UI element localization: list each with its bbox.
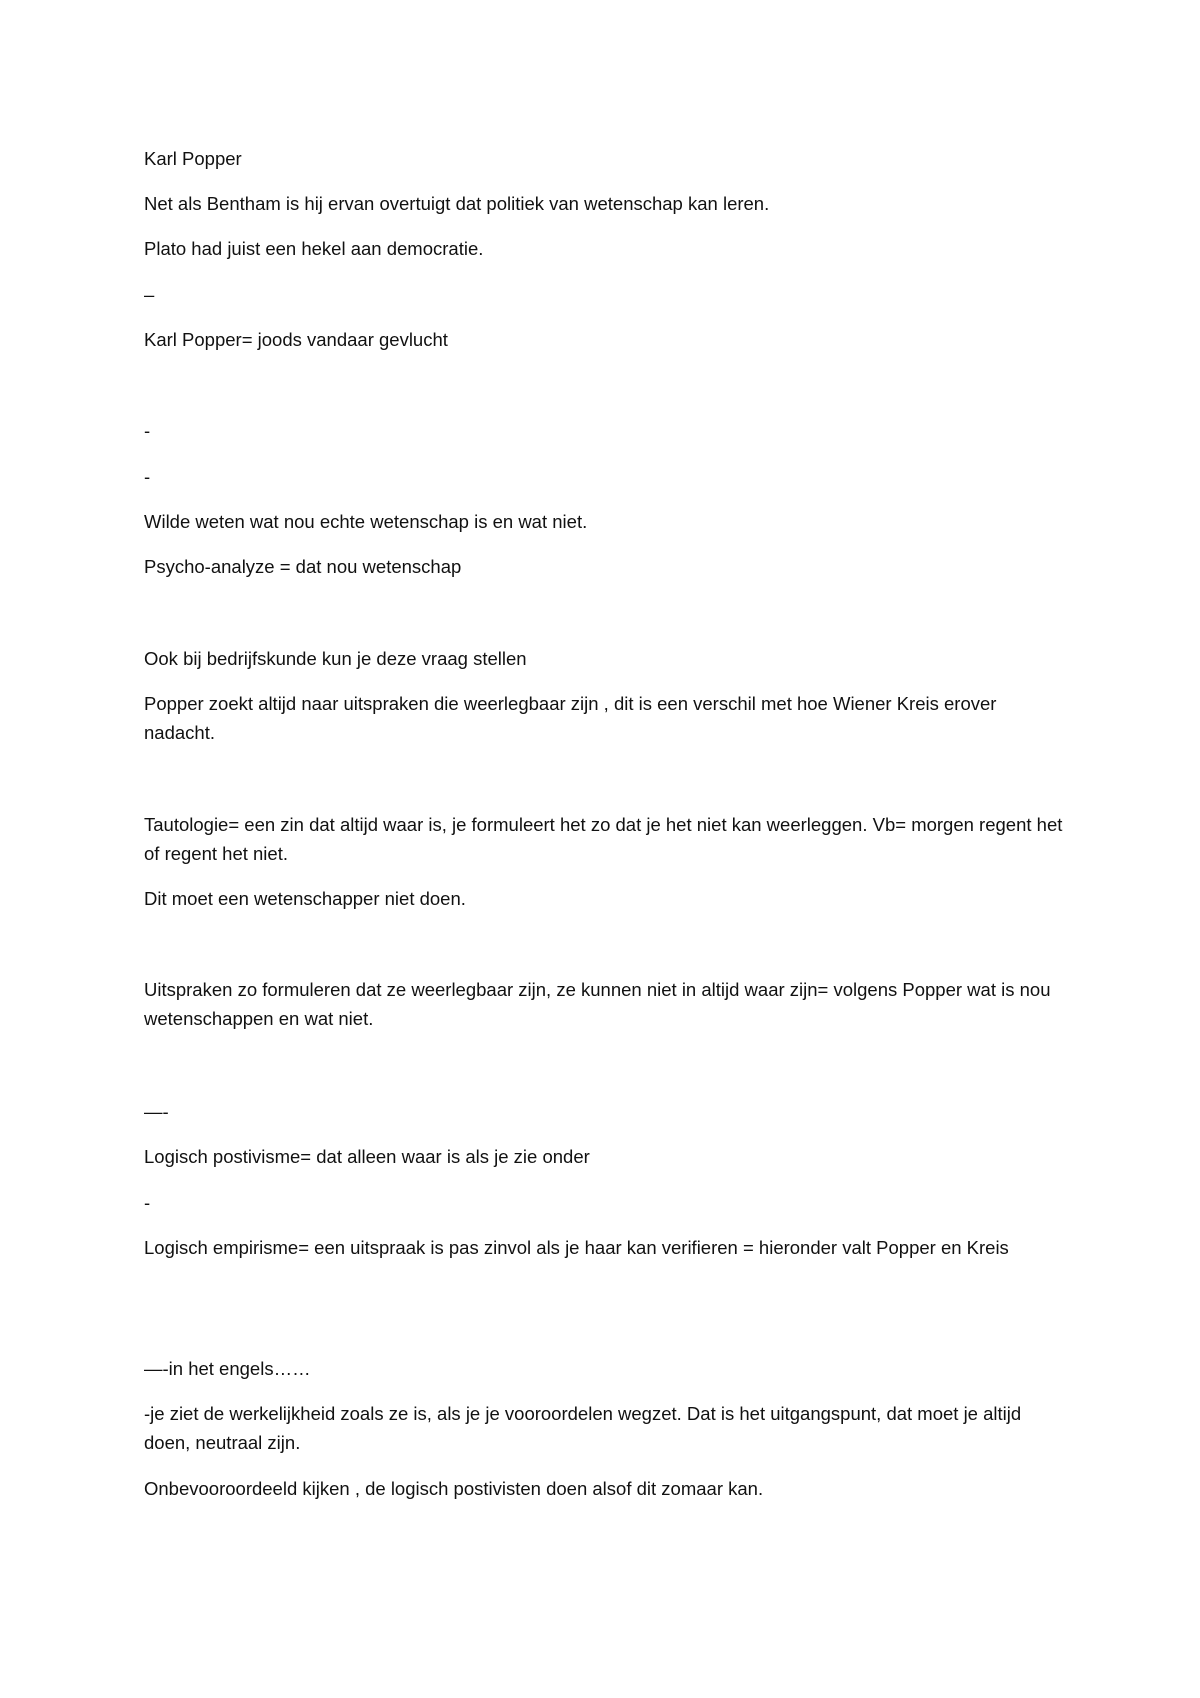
- paragraph: Onbevooroordeeld kijken , de logisch postivisten doen alsof dit zomaar kan.: [144, 1478, 764, 1499]
- paragraph: Dit moet een wetenschapper niet doen.: [144, 888, 466, 909]
- paragraph: Logisch empirisme= een uitspraak is pas zinvol als je haar kan verifieren = hieronder valt Popper en Kreis: [144, 1237, 1009, 1258]
- paragraph: Uitspraken zo formuleren dat ze weerlegbaar zijn, ze kunnen niet in altijd waar zijn= volgens Popper wat is nou wetenschappen en wat niet.: [144, 979, 1051, 1029]
- paragraph: Ook bij bedrijfskunde kun je deze vraag stellen: [144, 648, 527, 669]
- paragraph: -: [144, 466, 151, 487]
- paragraph: Karl Popper= joods vandaar gevlucht: [144, 329, 448, 350]
- paragraph: Logisch postivisme= dat alleen waar is als je zie onder: [144, 1146, 590, 1167]
- paragraph: –: [144, 284, 155, 305]
- paragraph: -: [144, 420, 151, 441]
- paragraph: —-in het engels……: [144, 1358, 311, 1379]
- paragraph: Karl Popper: [144, 148, 242, 169]
- paragraph: Net als Bentham is hij ervan overtuigt dat politiek van wetenschap kan leren.: [144, 193, 770, 214]
- paragraph: Popper zoekt altijd naar uitspraken die weerlegbaar zijn , dit is een verschil met hoe Wiener Kreis erover nadacht.: [144, 693, 997, 743]
- paragraph: Tautologie= een zin dat altijd waar is, je formuleert het zo dat je het niet kan weerleggen. Vb= morgen regent het of regent het niet.: [144, 814, 1063, 864]
- paragraph: Wilde weten wat nou echte wetenschap is en wat niet.: [144, 511, 588, 532]
- paragraph: —-: [144, 1101, 169, 1122]
- paragraph: -je ziet de werkelijkheid zoals ze is, als je je vooroordelen wegzet. Dat is het uitgangspunt, dat moet je altijd doen, neutraal zijn.: [144, 1403, 1022, 1453]
- paragraph: -: [144, 1192, 151, 1213]
- paragraph: Plato had juist een hekel aan democratie.: [144, 238, 484, 259]
- paragraph: Psycho-analyze = dat nou wetenschap: [144, 556, 462, 577]
